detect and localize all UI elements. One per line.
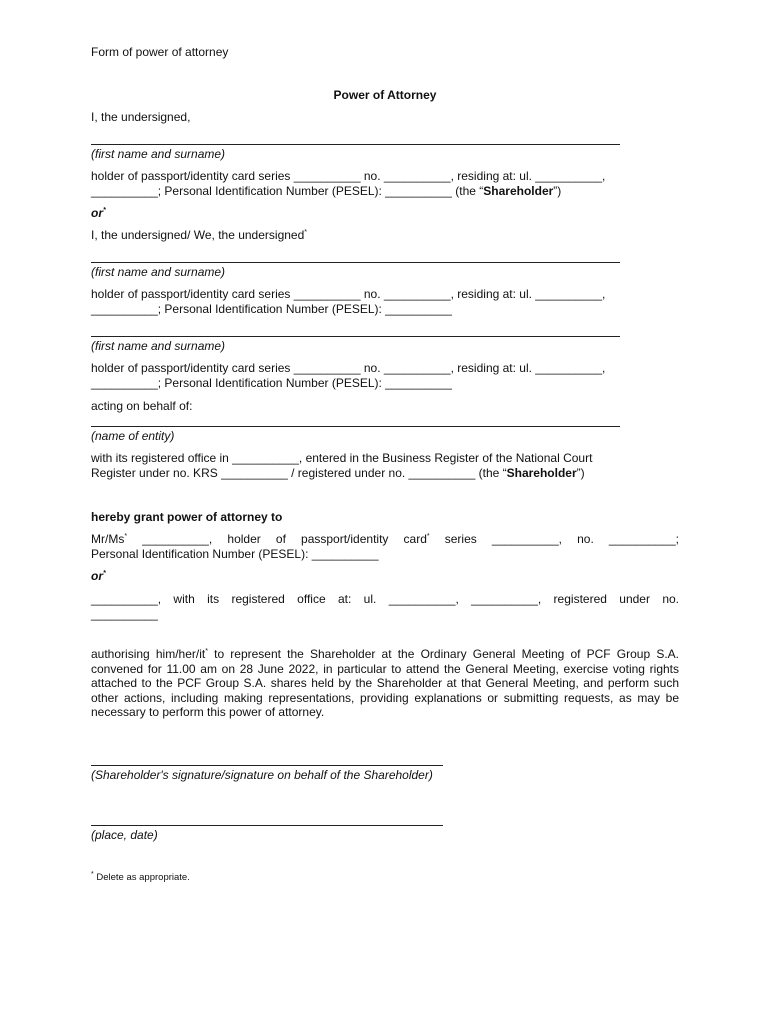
entity-details-line-2: Register under no. KRS __________ / registered under no. __________ (the “Shareholder”) (91, 466, 585, 480)
holder-details-line-1: holder of passport/identity card series __________ no. __________, residing at: ul. __________, (91, 287, 606, 301)
or-separator: or* (91, 206, 106, 220)
name-placeholder: (first name and surname) (91, 265, 226, 279)
shareholder-term: Shareholder (483, 184, 554, 198)
entity-details-line-1: with its registered office in __________, entered in the Business Register of the National Court (91, 451, 593, 465)
attorney-details-line-1: Mr/Ms* __________, holder of passport/identity card* series __________, no. __________; (91, 532, 679, 546)
place-date-caption: (place, date) (91, 828, 158, 842)
holder-details-line-2: __________; Personal Identification Number (PESEL): __________ (91, 376, 452, 390)
intro-multi: I, the undersigned/ We, the undersigned* (91, 228, 307, 242)
form-label: Form of power of attorney (91, 45, 229, 59)
footnote: * Delete as appropriate. (91, 870, 190, 883)
signature-line (91, 765, 443, 766)
holder-details-line-2: __________; Personal Identification Number (PESEL): __________ (the “Shareholder”) (91, 184, 562, 198)
name-blank-line (91, 262, 620, 263)
holder-details-line-2: __________; Personal Identification Number (PESEL): __________ (91, 302, 452, 316)
attorney-company-line-1: __________, with its registered office at: ul. __________, __________, registered under no. (91, 592, 679, 606)
shareholder-term: Shareholder (506, 466, 577, 480)
entity-placeholder: (name of entity) (91, 429, 175, 443)
authorisation-paragraph: authorising him/her/it* to represent the Shareholder at the Ordinary General Meeting of PCF Group S.A. convened for 11.00 am on 28 June 2022, in particular to attend the General Meeting, exercise voting rights attached to the PCF Group S.A. shares held by the Shareholder at that General Meeting, and perform such other actions, including making representations, providing explanations or submitting requests, as may be necessary to perform this power of attorney. (91, 647, 679, 719)
or-separator: or* (91, 569, 106, 583)
attorney-company-line-2: __________ (91, 607, 158, 621)
entity-blank-line (91, 426, 620, 427)
acting-on-behalf: acting on behalf of: (91, 399, 193, 413)
document-title: Power of Attorney (333, 88, 437, 102)
intro-single: I, the undersigned, (91, 110, 191, 124)
signature-caption: (Shareholder's signature/signature on behalf of the Shareholder) (91, 768, 433, 782)
grant-heading: hereby grant power of attorney to (91, 510, 283, 524)
attorney-details-line-2: Personal Identification Number (PESEL): __________ (91, 547, 379, 561)
name-blank-line (91, 144, 620, 145)
name-placeholder: (first name and surname) (91, 147, 226, 161)
name-placeholder: (first name and surname) (91, 339, 226, 353)
holder-details-line-1: holder of passport/identity card series __________ no. __________, residing at: ul. __________, (91, 169, 606, 183)
name-blank-line (91, 336, 620, 337)
place-date-line (91, 825, 443, 826)
holder-details-line-1: holder of passport/identity card series __________ no. __________, residing at: ul. __________, (91, 361, 606, 375)
